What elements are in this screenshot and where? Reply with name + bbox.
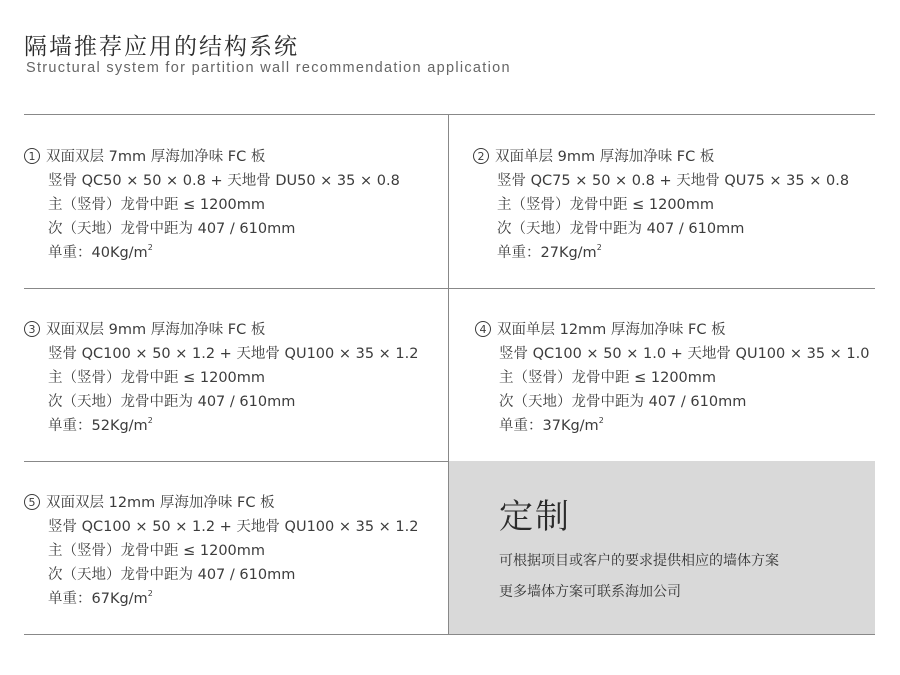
spec-cell-4 [449,288,875,461]
page-subtitle: Structural system for partition wall recommendation application [26,60,511,76]
spec-weight: 单重：$67Kg/m^2$ [48,589,153,607]
spec-secondary-spacing: 次（天地）龙骨中距为 407 / 610mm [499,394,747,410]
spec-studs: 竖骨 QC100 × 50 × 1.0 + 天地骨 QU100 × 35 × 1.0 [499,346,870,362]
grid-row-2 [24,288,875,462]
spec-main-spacing: 主（竖骨）龙骨中距 ≤ 1200mm [499,370,717,386]
spec-secondary-spacing: 次（天地）龙骨中距为 407 / 610mm [48,394,296,410]
page-title: 隔墙推荐应用的结构系统 [24,34,299,60]
spec-weight: 单重：$37Kg/m^2$ [499,416,604,434]
spec-secondary-spacing: 次（天地）龙骨中距为 407 / 610mm [497,221,745,237]
spec-secondary-spacing: 次（天地）龙骨中距为 407 / 610mm [48,221,296,237]
circled-number: 1 [24,148,40,164]
custom-cell [449,461,875,634]
spec-cell-5 [24,461,449,634]
spec-main-spacing: 主（竖骨）龙骨中距 ≤ 1200mm [48,370,266,386]
custom-contact-note: 更多墙体方案可联系海加公司 [499,584,681,600]
spec-heading: 双面单层 9mm 厚海加净味 FC 板 [495,149,715,165]
grid-row-3 [24,461,875,635]
spec-studs: 竖骨 QC75 × 50 × 0.8 + 天地骨 QU75 × 35 × 0.8 [497,173,850,189]
custom-title: 定制 [499,497,571,537]
circled-number: 4 [475,321,491,337]
spec-weight: 单重：$40Kg/m^2$ [48,243,153,261]
spec-grid [24,114,875,634]
spec-heading: 双面双层 9mm 厚海加净味 FC 板 [46,322,266,338]
custom-description: 可根据项目或客户的要求提供相应的墙体方案 [499,553,779,569]
spec-studs: 竖骨 QC100 × 50 × 1.2 + 天地骨 QU100 × 35 × 1.2 [48,346,419,362]
spec-studs: 竖骨 QC100 × 50 × 1.2 + 天地骨 QU100 × 35 × 1.2 [48,519,419,535]
circled-number: 5 [24,494,40,510]
circled-number: 2 [473,148,489,164]
spec-main-spacing: 主（竖骨）龙骨中距 ≤ 1200mm [48,197,266,213]
spec-cell-2 [449,115,875,288]
spec-cell-1 [24,115,449,288]
spec-secondary-spacing: 次（天地）龙骨中距为 407 / 610mm [48,567,296,583]
spec-heading: 双面双层 7mm 厚海加净味 FC 板 [46,149,266,165]
spec-main-spacing: 主（竖骨）龙骨中距 ≤ 1200mm [48,543,266,559]
spec-weight: 单重：$52Kg/m^2$ [48,416,153,434]
spec-studs: 竖骨 QC50 × 50 × 0.8 + 天地骨 DU50 × 35 × 0.8 [48,173,400,189]
spec-main-spacing: 主（竖骨）龙骨中距 ≤ 1200mm [497,197,715,213]
spec-heading: 双面单层 12mm 厚海加净味 FC 板 [497,322,726,338]
spec-heading: 双面双层 12mm 厚海加净味 FC 板 [46,495,275,511]
spec-weight: 单重：$27Kg/m^2$ [497,243,602,261]
circled-number: 3 [24,321,40,337]
grid-row-1 [24,115,875,289]
spec-cell-3 [24,288,449,461]
